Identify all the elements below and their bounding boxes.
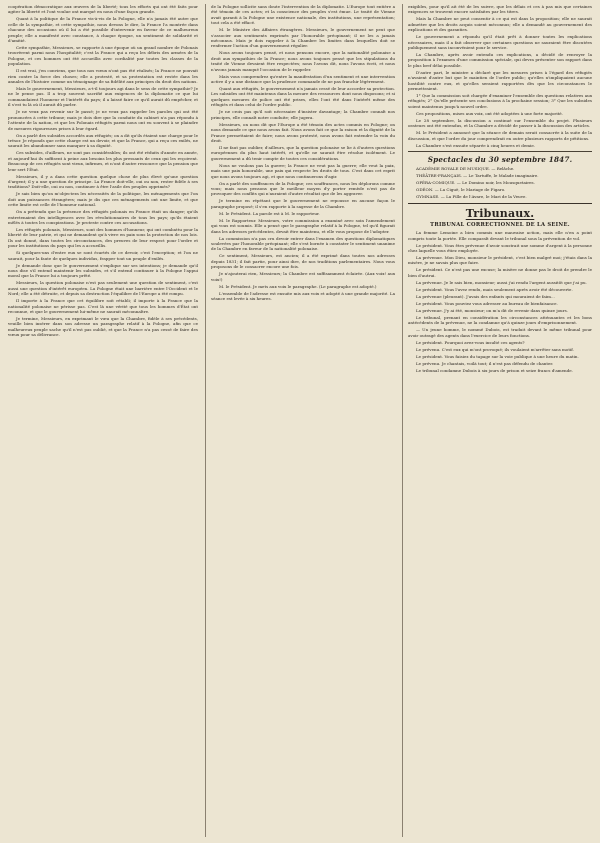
paragraph: Messieurs, on nous dit que l'Europe a été témoin des actes commis en Pologne; on nous demande ce que nous avons fait. Nous avons fait ce que la raison et la dignité de la France permettaient de faire; nous avons protesté, nous avons fait entendre la voix du droit.: [211, 121, 395, 143]
paragraph: Quant aux réfugiés, le gouvernement n'a jamais cessé de leur accorder sa protection. Les subsides ont été maintenus dans la mesure des ressources dont nous disposons; et si quelques mesures de police ont été prises, elles l'ont été dans l'intérêt même des réfugiés et dans celui de l'ordre public.: [211, 86, 395, 108]
paragraph: Je termine en répétant que le gouvernement ne repousse en aucune façon le paragraphe proposé; il s'en rapporte à la sagesse de la Chambre.: [211, 198, 395, 209]
theatre-listing: THÉÂTRE-FRANÇAIS. — Le Tartuffe, le Malade imaginaire.: [416, 173, 539, 179]
section-divider: [408, 203, 592, 204]
paragraph: Nous ne voulons pas la guerre; la France ne veut pas la guerre; elle veut la paix, mais une paix honorable, une paix qui respecte les droits de tous. C'est dans cet esprit que nous avons toujours agi, et que nous continuerons d'agir.: [211, 162, 395, 179]
paragraph: Le gouvernement a répondu qu'il était prêt à donner toutes les explications nécessaires, mais il a fait observer que certaines questions ne sauraient être discutées publiquement sans inconvénient pour le service.: [408, 34, 592, 51]
paragraph: Le tribunal condamne Dubois à six jours de prison et seize francs d'amende.: [416, 367, 573, 373]
paragraph: M. le Rapporteur. Messieurs, votre commission a examiné avec soin l'amendement qui vous est soumis. Elle a pensé que le paragraphe relatif à la Pologne, tel qu'il figurait dans les adresses précédentes, devait être maintenu, et elle vous propose de l'adopter.: [211, 217, 395, 234]
paragraph: Cette sympathie, Messieurs, se rapporte à une époque où un grand nombre de Polonais trouvèrent parmi nous l'hospitalité; c'est la France qui a reçu les débris des armées de la Pologne, et ces hommes ont été accueillis avec cordialité par toutes les classes de la population.: [8, 45, 198, 67]
paragraph: La Chambre s'est ensuite séparée à cinq heures et demie.: [416, 142, 536, 148]
paragraph: — Un jeune homme, le nommé Dubois, est traduit devant le même tribunal pour avoir outragé des agents dans l'exercice de leurs fonctions.: [408, 327, 592, 338]
paragraph: Le président. Vous pouviez vous adresser au bureau de bienfaisance.: [416, 300, 558, 306]
paragraph: Il est vrai, j'en conviens, que tous nos vœux n'ont pas été réalisés; la France ne pouvait rien contre la force des choses; elle a protesté, et sa protestation est restée dans les annales de l'histoire comme un témoignage de sa fidélité aux principes du droit des nations.: [8, 68, 198, 85]
paragraph: Mais le gouvernement, Messieurs, a-t-il toujours agi dans le sens de cette sympathie? Je ne le pense pas. Il a trop souvent sacrifié aux exigences de la diplomatie ce que lui commandaient l'honneur et l'intérêt du pays; il a laissé faire ce qu'il aurait dû empêcher, et il s'est tu là où il aurait dû parler.: [8, 86, 198, 108]
theatre-listing: GYMNASE. — La Fille de l'Avare, le Mari de la Veuve.: [416, 194, 527, 200]
paragraph: Le président. Ce n'est pas une excuse; la misère ne donne pas le droit de prendre le bien d'autrui.: [408, 267, 592, 278]
column-2: [205, 4, 395, 837]
column-3: [402, 4, 592, 837]
paragraph: D'autre part, le ministre a déclaré que les mesures prises à l'égard des réfugiés n'avaient d'autre but que le maintien de l'ordre public; qu'elles n'impliquaient aucune hostilité contre eux, et qu'elles seraient rapportées dès que les circonstances le permettraient.: [408, 69, 592, 92]
paragraph: Je n'ajouterai rien, Messieurs; la Chambre est suffisamment éclairée. (Aux voix! aux voix!): [211, 271, 395, 282]
paragraph: Le président. Vous faisiez du tapage sur la voie publique à une heure du matin.: [416, 353, 579, 359]
paragraph: Si quelques-uns d'entre eux se sont écartés de ce devoir, c'est l'exception; et l'on ne saurait, pour la faute de quelques individus, frapper tout un peuple d'exilés.: [8, 250, 198, 261]
paragraph: Il ne faut pas oublier, d'ailleurs, que la question polonaise se lie à d'autres questions européennes du plus haut intérêt, et qu'elle ne saurait être résolue isolément. Le gouvernement a dû tenir compte de toutes ces considérations.: [211, 144, 395, 161]
paragraph: Le tribunal, prenant en considération les circonstances atténuantes et les bons antécédents de la prévenue, ne la condamne qu'à quinze jours d'emprisonnement.: [408, 314, 592, 326]
paragraph: Je sais bien qu'on m'objectera les nécessités de la politique, les ménagements que l'on doit aux puissances étrangères; mais je dis que ces ménagements ont une limite, et que cette limite est celle de l'honneur national.: [8, 191, 198, 208]
paragraph: de la Pologne sollicite sans doute l'intervention de la diplomatie. L'Europe tout entière a été témoin de ces actes; et la conscience des peuples s'est émue. Le traité de Vienne avait garanti à la Pologne une existence nationale, des institutions, une représentation; tout cela a été effacé.: [211, 4, 395, 26]
court-subtitle: TRIBUNAL CORRECTIONNEL DE LA SEINE.: [430, 221, 570, 228]
paragraph: La femme Lemoine a bien commis une mauvaise action, mais elle n'en a point compris toute la portée. Elle comparaît devant le tribunal sous la prévention de vol.: [408, 230, 592, 241]
paragraph: Je ne crois pas qu'il soit nécessaire d'insister davantage; la Chambre connaît nos principes, elle connaît notre conduite; elle jugera.: [211, 109, 395, 120]
paragraph: On a prétendu que la présence des réfugiés polonais en France était un danger; qu'ils entretenaient des intelligences avec les révolutionnaires de tous les pays; qu'ils étaient mêlés à toutes les conspirations. Je proteste contre ces accusations.: [8, 209, 198, 225]
paragraph: Ces propositions, mises aux voix, ont été adoptées à une forte majorité.: [416, 110, 563, 116]
section-divider: [408, 151, 592, 152]
tribunaux-heading: Tribunaux.: [465, 206, 535, 220]
theatre-listing: ODÉON. — La Ciguë, le Mariage de Figaro.: [416, 187, 506, 193]
column-1: [8, 4, 198, 837]
paragraph: Messieurs, la question polonaise n'est pas seulement une question de sentiment, c'est aussi une question d'intérêt européen. La Pologne était une barrière entre l'Occident et le Nord; elle a été détruite, et depuis sa destruction l'équilibre de l'Europe a été rompu.: [8, 280, 198, 297]
paragraph: Il importe à la France que cet équilibre soit rétabli; il importe à la France que la nationalité polonaise ne périsse pas. C'est là une vérité que tous les hommes d'État ont reconnue, et que le gouvernement lui-même ne saurait méconnaître.: [8, 298, 198, 315]
paragraph: coopération démocratique aux œuvres de la liberté; tous les efforts qui ont été faits pour agiter la liberté et l'ont voulue ont marqué en nous d'une façon grande.: [8, 4, 198, 15]
paragraph: Le prévenu. C'est eux qui m'ont provoqué; ils voulaient m'arrêter sans motif.: [416, 346, 574, 352]
paragraph: La prévenue (pleurant). J'avais des enfants qui mouraient de faim...: [416, 293, 555, 299]
paragraph: Le président. Vous l'avez rendu, mais seulement après avoir été découverte.: [416, 286, 573, 292]
paragraph: On a parlé des subsides accordés aux réfugiés; on a dit qu'ils étaient une charge pour le trésor. Je réponds que cette charge est un devoir, et que la France, qui a reçu ces exilés, ne saurait les abandonner sans manquer à sa dignité.: [8, 132, 198, 149]
paragraph: La prévenue. Je le sais bien, monsieur; aussi j'ai rendu l'argent aussitôt que j'ai pu.: [416, 279, 587, 285]
paragraph: M. le Ministre des Affaires étrangères. Messieurs, le gouvernement ne peut que s'associer aux sentiments exprimés par l'honorable préopinant; il ne les a jamais méconnus. Mais je dois rappeler à la Chambre les limites dans lesquelles doit se renfermer l'action d'un gouvernement régulier.: [211, 27, 395, 49]
paragraph: Les réfugiés polonais, Messieurs, sont des hommes d'honneur, qui ont combattu pour la liberté de leur patrie, et qui ne demandent qu'à vivre en paix sous la protection de nos lois. Ils ont donné, dans toutes les circonstances, des preuves de leur respect pour l'ordre et pour les institutions du pays qui les a accueillis.: [8, 226, 198, 249]
paragraph: exigibles, pour qu'il ait été de les suivre, que les délais et ces à pas mis que certaines exigences se trouvent encore satisfaites par les titres.: [408, 4, 592, 15]
paragraph: Le 28 septembre, la discussion a continué sur l'ensemble du projet. Plusieurs orateurs ont été entendus, et la Chambre a décidé de passer à la discussion des articles.: [408, 117, 592, 129]
paragraph: M. le Président. La parole est à M. le rapporteur.: [219, 210, 320, 216]
paragraph: L'ensemble de l'adresse est ensuite mis aux voix et adopté à une grande majorité. La séance est levée à six heures.: [211, 290, 395, 301]
paragraph: On a parlé des souffrances de la Pologne; ces souffrances, nous les déplorons comme vous; mais nous pensons que le meilleur moyen d'y porter remède n'est pas de provoquer des conflits qui n'auraient d'autre résultat que de les aggraver.: [211, 180, 395, 197]
paragraph: M. le Président. Je mets aux voix le paragraphe. (Le paragraphe est adopté.): [219, 283, 377, 289]
paragraph: Nous avons toujours pensé, et nous pensons encore, que la nationalité polonaise a droit aux sympathies de la France; nous avons toujours pensé que les stipulations du traité de Vienne devaient être respectées; nous l'avons dit, nous l'avons écrit, et nous n'avons jamais manqué l'occasion de le rappeler.: [211, 50, 395, 72]
paragraph: M. le Président a annoncé que la séance de demain serait consacrée à la suite de la discussion, et que l'ordre du jour comprendrait en outre plusieurs rapports de pétitions.: [408, 130, 592, 141]
paragraph: Le président. Pourquoi avez-vous insulté ces agents?: [416, 339, 525, 345]
paragraph: Je demande donc que le gouvernement s'explique sur ses intentions; je demande qu'il nous dise s'il entend maintenir les subsides, et s'il entend continuer à la Pologne l'appui moral que la France lui a toujours prêté.: [8, 262, 198, 279]
newspaper-columns: [8, 4, 592, 837]
paragraph: Je termine, Messieurs, en exprimant le vœu que la Chambre, fidèle à ses précédents, veuille bien insérer dans son adresse un paragraphe relatif à la Pologne, afin que ce malheureux peuple sache qu'il n'est pas oublié, et que la France n'a pas cessé de faire des vœux pour sa délivrance.: [8, 316, 198, 338]
paragraph: Je ne veux pas revenir sur le passé; je ne veux pas rappeler les paroles qui ont été prononcées à cette tribune; mais je dois dire que la conduite du cabinet n'a pas répondu à l'attente de la nation, et que les Polonais réfugiés parmi nous ont eu souvent à se plaindre de mesures rigoureuses prises à leur égard.: [8, 109, 198, 131]
spectacles-heading: Spectacles du 30 septembre 1847.: [427, 155, 573, 165]
paragraph: Ce sentiment, Messieurs, est ancien; il a été exprimé dans toutes nos adresses depuis 1831; il fait partie, pour ainsi dire, de nos traditions parlementaires. Nous vous proposons de le consacrer encore une fois.: [211, 253, 395, 270]
paragraph: Messieurs, il y a dans cette question quelque chose de plus élevé qu'une question d'argent; il y a une question de principe. La France doit-elle, oui ou non, rester fidèle à ses traditions? Doit-elle, oui ou non, continuer à être l'asile des peuples opprimés?: [8, 173, 198, 190]
paragraph: Mais vous comprendrez qu'entre la manifestation d'un sentiment et une intervention active il y a une distance que la prudence commande de ne pas franchir légèrement.: [211, 73, 395, 85]
paragraph: Le président. Vous êtes prévenue d'avoir soustrait une somme d'argent à la personne chez laquelle vous étiez employée.: [408, 242, 592, 253]
paragraph: La prévenue. J'y ai été, monsieur; on m'a dit de revenir dans quinze jours.: [416, 307, 568, 313]
theatre-listing: OPÉRA-COMIQUE. — Le Domino noir, les Mousquetaires.: [416, 180, 535, 186]
paragraph: La prévenue. Mon Dieu, monsieur le président, c'est bien malgré moi; j'étais dans la misère, je ne savais plus que faire.: [408, 254, 592, 266]
paragraph: Mais la Chambre ne peut consentir à ce qui est dans la proposition; elle ne saurait admettre que les droits acquis soient méconnus; elle a demandé au gouvernement des explications et des garanties.: [408, 16, 592, 33]
paragraph: Ces subsides, d'ailleurs, ne sont pas considérables; ils ont été réduits d'année en année, et aujourd'hui ils suffisent à peine aux besoins les plus pressants de ceux qui les reçoivent. Beaucoup de ces réfugiés sont vieux, infirmes, et n'ont d'autre ressource que la pension que leur sert l'État.: [8, 150, 198, 172]
paragraph: 1° Que la commission soit chargée d'examiner l'ensemble des questions relatives aux réfugiés; 2° Qu'elle présente ses conclusions à la prochaine session; 3° Que les subsides soient maintenus jusqu'à nouvel ordre.: [408, 93, 592, 109]
theatre-listing: ACADÉMIE ROYALE DE MUSIQUE. — Relâche.: [416, 166, 515, 172]
paragraph: La commission n'a pas cru devoir entrer dans l'examen des questions diplomatiques soulevées par l'honorable préopinant; elle s'est bornée à constater le sentiment unanime de la Chambre en faveur de la nationalité polonaise.: [211, 235, 395, 252]
paragraph: Quant à la politique de la France vis-à-vis de la Pologne, elle n'a jamais été autre que celle de la sympathie, et cette sympathie, nous devons le dire, la France l'a montrée dans chacune des occasions où il lui a été possible d'intervenir en faveur de ce malheureux peuple; elle a manifesté avec constance, à chaque époque, un sentiment de solidarité et d'amitié.: [8, 16, 198, 44]
paragraph: La Chambre, après avoir entendu ces explications, a décidé de renvoyer la proposition à l'examen d'une commission spéciale, qui devra présenter son rapport dans le plus bref délai possible.: [408, 52, 592, 68]
paragraph: Le prévenu. Je chantais, voilà tout; il n'est pas défendu de chanter.: [416, 360, 554, 366]
